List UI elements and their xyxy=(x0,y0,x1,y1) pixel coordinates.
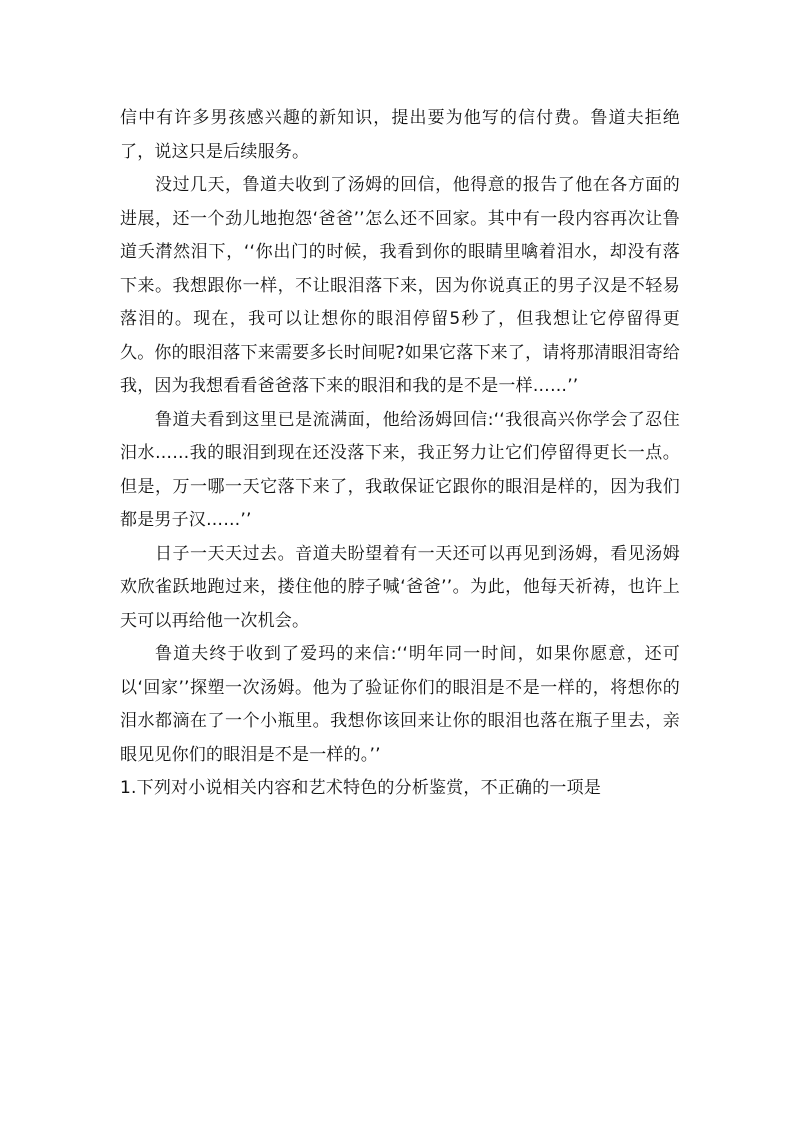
paragraph-days-pass: 日子一天天过去。音道夫盼望着有一天还可以再见到汤姆，看见汤姆欢欣雀跃地跑过来，搂住他的脖子喊‘爸爸’’。为此，他每天祈祷，也许上天可以再给他一次机会。 xyxy=(120,543,680,631)
paragraph-continuation: 信中有许多男孩感兴趣的新知识，提出要为他写的信付费。鲁道夫拒绝了，说这只是后续服务。 xyxy=(120,108,680,162)
paragraph-rudolf-reply: 鲁道夫看到这里已是流满面，他给汤姆回信:‘‘我很高兴你学会了忍住汨水……我的眼泪到现在还没落下来，我正努力让它们停留得更长一点。但是，万一哪一天它落下来了，我敢保证它跟你的眼泪是样的，因为我们都是男子汉……’’ xyxy=(120,409,680,530)
document-body xyxy=(120,102,680,806)
paragraph-emma-letter: 鲁道夫终于收到了爱玛的来信:‘‘明年同一时间，如果你愿意，还可以‘回家’’探塑一次汤姆。他为了验证你们的眼泪是不是一样的，将想你的泪水都滴在了一个小瓶里。我想你该回来让你的眼泪也落在瓶子里去，亲眼见见你们的眼泪是不是一样的。’’ xyxy=(120,644,680,765)
paragraph-tom-reply: 没过几天，鲁道夫收到了汤姆的回信，他得意的报告了他在各方面的进展，还一个劲儿地抱怨‘爸爸’’怎么还不回家。其中有一段内容再次让鲁道夭潸然泪下，‘‘你出门的时候，我看到你的眼睛里噙着泪水，却没有落下来。我想跟你一样，不让眼泪落下来，因为你说真正的男子汉是不轻易落泪的。现在，我可以让想你的眼泪停留5秒了，但我想让它停留得更久。你的眼泪落下来需要多长时间呢?如果它落下来了，请将那清眼泪寄给我，因为我想看看爸爸落下来的眼泪和我的是不是一样……’’ xyxy=(120,175,680,396)
question-1: 1.下列对小说相关内容和艺术特色的分析鉴赏，不正确的一项是 xyxy=(120,778,602,798)
